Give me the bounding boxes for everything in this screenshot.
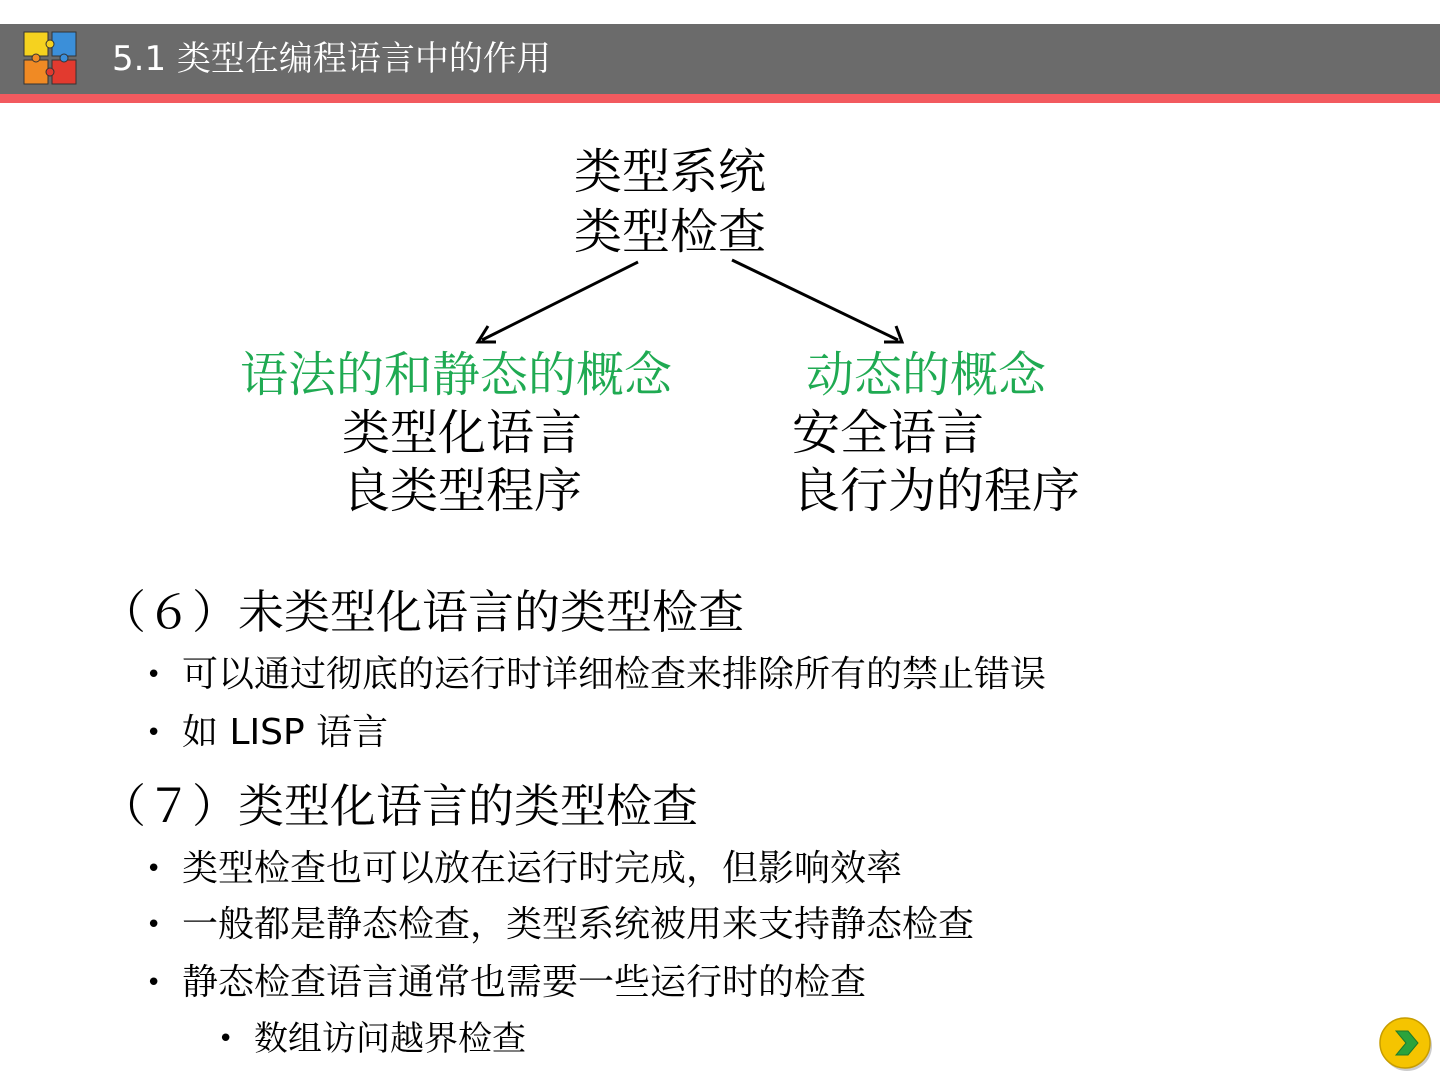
- section-6-heading: （６）未类型化语言的类型检查: [100, 585, 744, 639]
- diagram-root-line-1: 类型系统: [573, 144, 766, 200]
- bullet-dot-icon: •: [218, 1024, 234, 1054]
- bullet-item: [146, 652, 1046, 698]
- bullet-text: 一般都是静态检查，类型系统被用来支持静态检查: [182, 904, 975, 945]
- bullet-text: 数组访问越界检查: [254, 1019, 526, 1059]
- bullet-text: 可以通过彻底的运行时详细检查来排除所有的禁止错误: [182, 654, 1047, 695]
- bullet-text: 如 LISP 语言: [182, 712, 389, 753]
- next-slide-button[interactable]: [1378, 1016, 1434, 1072]
- right-branch-heading: 动态的概念: [806, 347, 1047, 403]
- section-7-heading: （７）类型化语言的类型检查: [100, 779, 698, 833]
- header-stripe: [0, 94, 1440, 103]
- slide-title: 5.1 类型在编程语言中的作用: [112, 39, 551, 79]
- bullet-dot-icon: •: [146, 910, 162, 940]
- arrow-left-head: [478, 326, 496, 342]
- arrow-right-head: [884, 326, 902, 342]
- bullet-item: [146, 710, 388, 756]
- bullet-dot-icon: •: [146, 660, 162, 690]
- left-branch-item-2: 良类型程序: [342, 463, 583, 519]
- bullet-text: 类型检查也可以放在运行时完成，但影响效率: [182, 848, 903, 889]
- sub-bullet-item: [218, 1016, 526, 1062]
- bullet-dot-icon: •: [146, 854, 162, 884]
- bullet-item: [146, 960, 866, 1006]
- puzzle-logo-icon: [22, 30, 78, 86]
- bullet-item: [146, 902, 974, 948]
- diagram-root-line-2: 类型检查: [573, 204, 766, 260]
- arrow-right-line: [732, 260, 898, 340]
- arrow-left-line: [482, 262, 638, 340]
- left-branch-heading: 语法的和静态的概念: [240, 347, 673, 403]
- right-branch-item-1: 安全语言: [792, 405, 985, 461]
- bullet-dot-icon: •: [146, 968, 162, 998]
- right-branch-item-2: 良行为的程序: [792, 463, 1081, 519]
- bullet-dot-icon: •: [146, 718, 162, 748]
- bullet-item: [146, 846, 902, 892]
- diagram-root: [520, 142, 820, 262]
- left-branch-item-1: 类型化语言: [342, 405, 583, 461]
- bullet-text: 静态检查语言通常也需要一些运行时的检查: [182, 962, 867, 1003]
